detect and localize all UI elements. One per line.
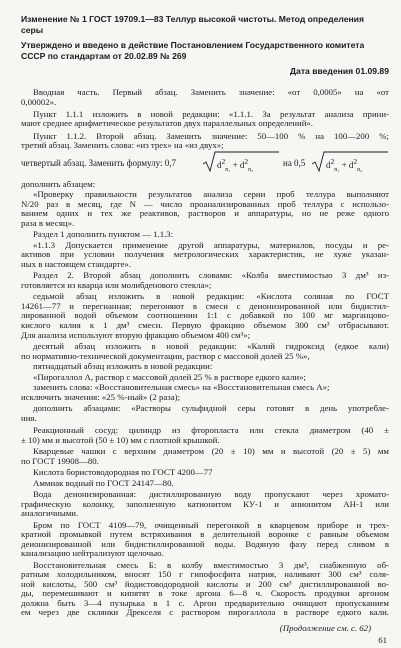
paragraph-line: Восстановительная смесь Б: в колбу вместимостью 3 дм³, снабженную об-: [33, 559, 389, 570]
paragraph-line: ± 10) мм и высотой (50 ± 10) мм с плотной крышкой.: [21, 434, 220, 445]
paragraph-line: аналогичными.: [21, 508, 79, 519]
paragraph-line: ных в настоящем стандарте».: [21, 258, 132, 269]
paragraph-line: раза в месяц».: [21, 217, 75, 228]
formula-line: [21, 151, 389, 175]
paragraph-line: Бром по ГОСТ 4109—79, очищенный перегонкой в кварцевом приборе и трех-: [33, 519, 389, 530]
paragraph-line: активов при условии получения метрологических характеристик, не хуже указан-: [21, 249, 389, 260]
paragraph-line: третий абзац. Заменить слова: «из трех» на «из двух»;: [21, 140, 224, 151]
paragraph-line: ванием одних и тех же реактивов, растворов и аппаратуры, но не реже одного: [21, 208, 389, 219]
paragraph-line: кислого калия к 1 дм³ смеси. Первую фракцию объемом 300 см³ отбрасывают.: [21, 319, 389, 330]
paragraph-line: 0,00002».: [21, 96, 57, 107]
paragraph-line: 14261—77 и перегнанная; перегоняют в смеси с деионизированной или бидистил-: [21, 300, 389, 311]
paragraph-line: седьмой абзац изложить в новой редакции: «Кислота соляная по ГОСТ: [33, 291, 389, 302]
paragraph-line: графическую колонку, заполненную катионитом КУ-1 и анионитом АН-1 или: [21, 498, 389, 509]
paragraph-line: «Проверку правильности результатов анализа серии проб теллура выполняют: [33, 189, 389, 200]
paragraph-line: ем через две склянки Дрекселя с раствором пирогаллола в растворе едкого кали.: [21, 607, 389, 618]
paragraph-line: «Пирогаллол А, раствор с массовой долей 25 % в растворе едкого кали»;: [33, 371, 306, 382]
paragraph-line: Пункт 1.1.1 изложить в новой редакции: «1.1.1. За результат анализа прини-: [33, 108, 389, 119]
paragraph-line: ной кислоты, 500 см³ йодистоводородной кислоты и 200 см³ дистиллированной во-: [21, 578, 389, 589]
continuation-note: (Продолжение см. с. 62): [279, 623, 371, 633]
paragraph-line: лированной водой объемом соотношении 1:1 с добавкой по 100 мг марганцово-: [21, 310, 389, 321]
document-title: Изменение № 1 ГОСТ 19709.1—83 Теллур высокой чистоты. Метод определения: [21, 14, 364, 25]
paragraph-line: по нормативно-технической документации, раствор с массовой долей 25 %»,: [21, 350, 310, 361]
paragraph-line: Вода деионизированная: дистиллированную воду пропускают через хромато-: [33, 489, 389, 499]
paragraph-line: ды, перемешивают и кипятят в токе аргона 6—8 ч. Скорость продувки аргоном: [21, 588, 389, 599]
formula-prefix: четвертый абзац. Заменить формулу: 0,7: [21, 157, 176, 168]
document-title-continued: серы: [21, 24, 44, 35]
paragraph-line: Реакционный сосуд: цилиндр из фторопласта или стекла диаметром (40 ±: [33, 425, 389, 435]
paragraph-line: кратной промывкой путем встряхивания в делительной воронке с равным объемом: [21, 529, 389, 540]
paragraph-line: Для анализа используют вторую фракцию объемом 400 см³»;: [21, 329, 251, 340]
paragraph-line: Раздел 1 дополнить пунктом — 1.1.3:: [33, 229, 174, 240]
paragraph-line: должна быть 3—4 пузырька в 1 с. Аргон предварительно очищают пропусканием: [21, 597, 389, 608]
paragraph-line: десятый абзац изложить в новой редакции: «Калий гидроксид (едкое кали): [33, 340, 389, 351]
paragraph-line: заменить слова: «Восстановительная смесь» на «Восстановительная смесь А»;: [33, 382, 330, 392]
paragraph-line: дополнить абзацем:: [21, 178, 96, 189]
paragraph-line: канализацию нейтрализуют щелочью.: [21, 548, 164, 559]
effective-date: Дата введения 01.09.89: [289, 65, 389, 76]
paragraph-line: исключить значения: «25 %-ный» (2 раза);: [21, 391, 181, 402]
paragraph-line: Раздел 2. Второй абзац дополнить словами: «Колба вместимостью 3 дм³ из-: [33, 270, 389, 281]
formula-new: $d^2_{n_1} + d^2_{n_2}$: [326, 156, 363, 173]
paragraph-line: ния.: [21, 412, 37, 423]
formula-mid: на 0,5: [283, 157, 306, 168]
paragraph-line: ратным холодильником, вносят 150 г гипофосфита натрия, наливают 300 см³ соля-: [21, 569, 389, 580]
page-number: 61: [378, 635, 387, 645]
formula-old: $d^2_{n_1} + d^2_{n_2}$: [217, 156, 254, 173]
paragraph-line: готовляется из кварца или молибденового стекла»;: [21, 279, 212, 290]
paragraph-line: Вводная часть. Первый абзац. Заменить значение: «от 0,0005» на «от: [33, 86, 389, 97]
paragraph-line: Пункт 1.1.2. Второй абзац. Заменить значение: 50—100 % на 100—200 %;: [33, 130, 389, 141]
paragraph-line: «1.1.3 Допускается применение другой аппаратуры, материалов, посуды и ре-: [33, 239, 389, 250]
paragraph-line: деионизированной или бидистиллированной воды. Водяную фазу перед сливом в: [21, 538, 389, 549]
paragraph-line: по ГОСТ 19908—80.: [21, 455, 99, 466]
approval-statement: Утверждено и введено в действие Постановлением Государственного комитета: [21, 40, 365, 51]
paragraph-line: мают среднее арифметическое результатов двух параллельных определений».: [21, 118, 314, 129]
approval-statement-continued: СССР по стандартам от 20.02.89 № 269: [21, 50, 187, 61]
paragraph-line: дополнить абзацами: «Растворы сульфидной серы готовят в день употребле-: [33, 403, 389, 413]
paragraph-line: N/20 раз в месяц, где N — число проанализированных проб теллура с использо-: [21, 198, 389, 209]
paragraph-line: Кварцевые чашки с верхним диаметром (20 ± 10) мм и высотой (20 ± 5) мм: [33, 446, 389, 456]
paragraph-line: пятнадцатый абзац изложить в новой редакции:: [33, 361, 213, 371]
paragraph-line: Кислота бориcтоводородная по ГОСТ 4200—77: [33, 467, 213, 477]
paragraph-line: Аммиак водный по ГОСТ 24147—80.: [33, 477, 174, 488]
